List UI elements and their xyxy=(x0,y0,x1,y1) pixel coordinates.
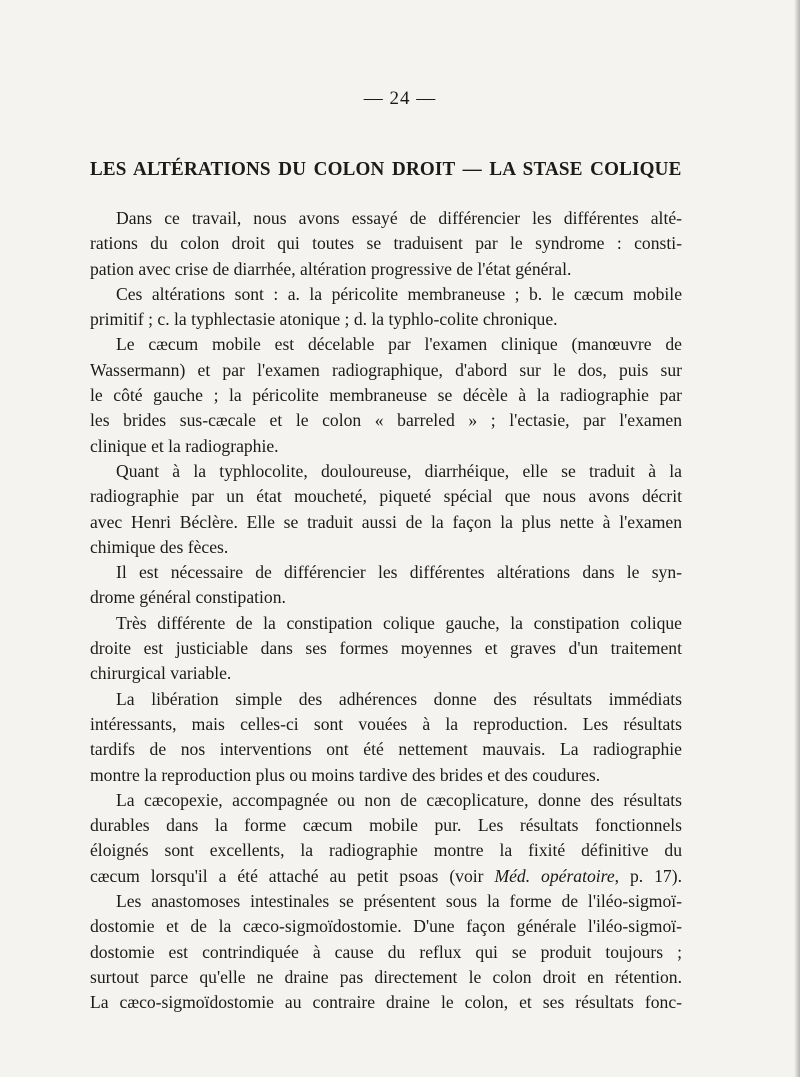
text-line: Quant à la typhlocolite, douloureuse, diarrhéique, elle se traduit à la xyxy=(116,460,682,481)
text-line: le côté gauche ; la péricolite membraneuse se décèle à la radiographie par xyxy=(90,385,682,406)
text-line: éloignés sont excellents, la radiographie montre la fixité définitive du xyxy=(90,840,682,861)
text-line: La cæcopexie, accompagnée ou non de cæcoplicature, donne des résultats xyxy=(116,789,682,810)
text-line: tardifs de nos interventions ont été nettement mauvais. La radiographie xyxy=(90,739,682,760)
text-line: chimique des fèces. xyxy=(90,536,229,557)
text-line: les brides sus-cæcale et le colon « barreled » ; l'ectasie, par l'examen xyxy=(90,410,682,431)
text-line: Les anastomoses intestinales se présentent sous la forme de l'iléo-sigmoï- xyxy=(116,891,682,912)
text-line: dostomie et de la cæco-sigmoïdostomie. D'une façon générale l'iléo-sigmoï- xyxy=(90,916,682,937)
text-line: La cæco-sigmoïdostomie au contraire draine le colon, et ses résultats fonc- xyxy=(90,992,682,1013)
italic-reference: Méd. opératoire xyxy=(494,865,615,886)
text-line: montre la reproduction plus ou moins tardive des brides et des coudures. xyxy=(90,764,601,785)
text-segment: cæcum lorsqu'il a été attaché au petit psoas (voir xyxy=(90,865,495,886)
text-line: chirurgical variable. xyxy=(90,663,232,684)
text-line: Très différente de la constipation colique gauche, la constipation colique xyxy=(116,612,682,633)
body-text xyxy=(90,206,682,1016)
text-line: droite est justiciable dans ses formes moyennes et graves d'un traitement xyxy=(90,638,682,659)
text-line: Dans ce travail, nous avons essayé de différencier les différentes alté- xyxy=(116,208,682,228)
text-line: Il est nécessaire de différencier les différentes altérations dans le syn- xyxy=(116,562,682,583)
text-line: intéressants, mais celles-ci sont vouées à la reproduction. Les résultats xyxy=(90,713,682,734)
chapter-title: LES ALTÉRATIONS DU COLON DROIT — LA STASE COLIQUE xyxy=(90,158,682,180)
text-line: Wassermann) et par l'examen radiographique, d'abord sur le dos, puis sur xyxy=(90,359,682,380)
text-line: rations du colon droit qui toutes se traduisent par le syndrome : consti- xyxy=(90,233,682,254)
text-line: Le cæcum mobile est décelable par l'examen clinique (manœuvre de xyxy=(116,334,682,355)
text-line: primitif ; c. la typhlectasie atonique ; d. la typhlo-colite chronique. xyxy=(90,309,558,330)
text-line: durables dans la forme cæcum mobile pur. Les résultats fonctionnels xyxy=(90,815,682,836)
text-line-with-italic xyxy=(90,864,682,889)
text-line: drome général constipation. xyxy=(90,587,286,608)
text-segment: , p. 17). xyxy=(614,865,682,886)
text-line: radiographie par un état moucheté, piqueté spécial que nous avons décrit xyxy=(90,486,682,507)
text-line: surtout parce qu'elle ne draine pas directement le colon droit en rétention. xyxy=(90,966,682,987)
page-edge-shadow xyxy=(794,0,800,1077)
text-line: dostomie est contrindiquée à cause du reflux qui se produit toujours ; xyxy=(90,941,682,962)
page-number: — 24 — xyxy=(363,88,437,109)
text-line: Ces altérations sont : a. la péricolite membraneuse ; b. le cæcum mobile xyxy=(116,283,682,304)
text-line: pation avec crise de diarrhée, altération progressive de l'état général. xyxy=(90,258,572,279)
text-line: avec Henri Béclère. Elle se traduit aussi de la façon la plus nette à l'examen xyxy=(90,511,682,532)
text-line: clinique et la radiographie. xyxy=(90,435,279,456)
text-line: La libération simple des adhérences donne des résultats immédiats xyxy=(116,688,682,709)
